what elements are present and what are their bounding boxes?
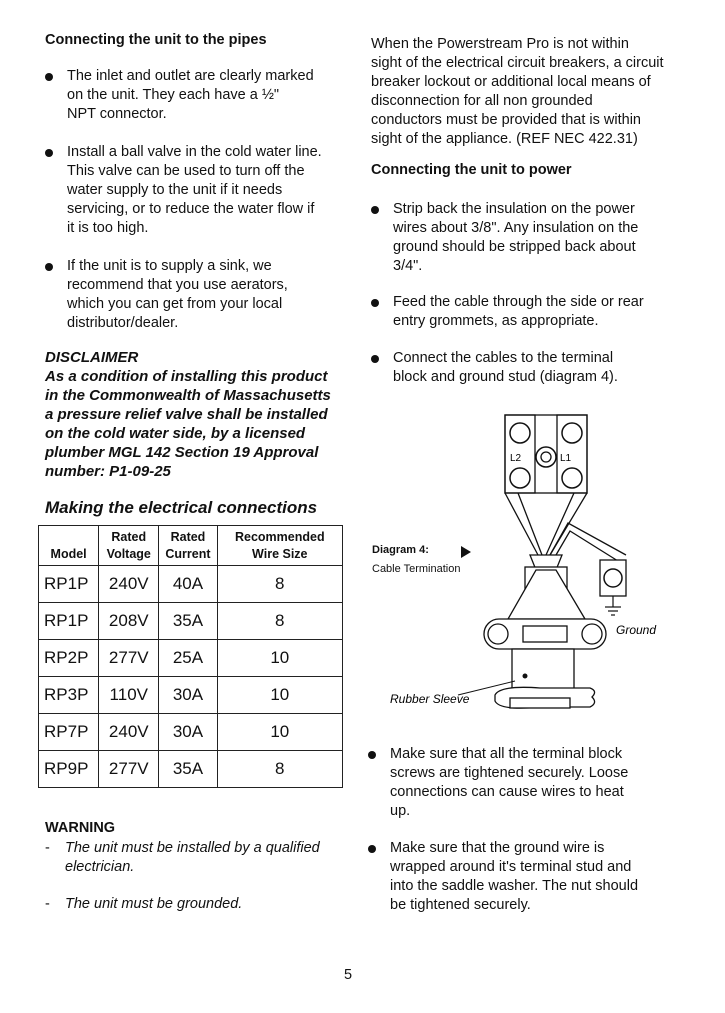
bullet-line: wires about 3/8". Any insulation on the xyxy=(393,220,639,236)
cell-current: 35A xyxy=(159,603,217,640)
intro-line: disconnection for all non grounded xyxy=(371,93,593,109)
power-bullet-5 xyxy=(368,839,688,915)
header-current: Rated Current xyxy=(159,526,217,566)
nec-intro xyxy=(371,35,664,149)
bullet-line: up. xyxy=(390,803,411,819)
bullet-line: If the unit is to supply a sink, we xyxy=(67,258,272,274)
bullet-line: which you can get from your local xyxy=(67,296,283,312)
cell-model: RP9P xyxy=(39,751,99,788)
cell-wire-size: 8 xyxy=(217,566,342,603)
cell-voltage: 110V xyxy=(99,677,159,714)
bullet-dot xyxy=(45,73,53,81)
electrical-section-title: Making the electrical connections xyxy=(45,498,318,517)
header-wire-size: Recommended Wire Size xyxy=(217,526,342,566)
cell-model: RP1P xyxy=(39,603,99,640)
terminal-left-label: L2 xyxy=(510,453,522,464)
bullet-line: Make sure that the ground wire is xyxy=(390,840,605,856)
disclaimer-line: a pressure relief valve shall be installed xyxy=(45,406,328,423)
bullet-line: 3/4". xyxy=(393,258,423,274)
header-model: Model xyxy=(39,526,99,566)
pipe-bullet-1 xyxy=(45,67,355,124)
bullet-line: screws are tightened securely. Loose xyxy=(390,765,629,781)
cell-current: 30A xyxy=(159,714,217,751)
intro-line: sight of the appliance. (REF NEC 422.31) xyxy=(371,131,638,147)
diagram-label: Diagram 4: xyxy=(372,544,429,556)
bullet-line: The inlet and outlet are clearly marked xyxy=(67,68,314,84)
cell-model: RP1P xyxy=(39,566,99,603)
cell-wire-size: 10 xyxy=(217,640,342,677)
cell-wire-size: 8 xyxy=(217,603,342,640)
arrow-icon xyxy=(461,546,471,558)
cell-voltage: 208V xyxy=(99,603,159,640)
warning-line: The unit must be grounded. xyxy=(65,896,243,912)
warning-item-2 xyxy=(45,895,355,914)
disclaimer-title: DISCLAIMER xyxy=(45,349,139,366)
disclaimer-line: on the cold water side, by a licensed xyxy=(45,425,306,442)
cell-voltage: 240V xyxy=(99,566,159,603)
power-bullet-3 xyxy=(371,349,691,387)
terminal-right-label: L1 xyxy=(560,453,572,464)
table-row xyxy=(39,751,343,788)
bullet-line: block and ground stud (diagram 4). xyxy=(393,369,618,385)
cell-current: 30A xyxy=(159,677,217,714)
pipe-bullet-3 xyxy=(45,257,355,333)
bullet-line: NPT connector. xyxy=(67,106,167,122)
pipes-heading: Connecting the unit to the pipes xyxy=(45,32,267,48)
intro-line: When the Powerstream Pro is not within xyxy=(371,36,629,52)
cell-current: 40A xyxy=(159,566,217,603)
bullet-line: servicing, or to reduce the water flow if xyxy=(67,201,315,217)
bullet-line: wrapped around it's terminal stud and xyxy=(390,859,632,875)
bullet-line: into the saddle washer. The nut should xyxy=(390,878,639,894)
table-row xyxy=(39,714,343,751)
bullet-line: connections can cause wires to heat xyxy=(390,784,624,800)
pipe-bullet-2 xyxy=(45,143,355,238)
bullet-line: entry grommets, as appropriate. xyxy=(393,313,599,329)
warning-title: WARNING xyxy=(45,820,116,836)
header-voltage: Rated Voltage xyxy=(99,526,159,566)
power-heading: Connecting the unit to power xyxy=(371,162,572,178)
table-header-row xyxy=(39,526,343,566)
cell-model: RP2P xyxy=(39,640,99,677)
power-bullet-1 xyxy=(371,200,691,276)
intro-line: breaker lockout or additional local means of xyxy=(371,74,651,90)
bullet-line: recommend that you use aerators, xyxy=(67,277,288,293)
bullet-line: ground should be stripped back about xyxy=(393,239,636,255)
cable-termination-diagram xyxy=(360,405,690,725)
cell-current: 25A xyxy=(159,640,217,677)
intro-line: conductors must be provided that is within xyxy=(371,112,641,128)
table-row xyxy=(39,640,343,677)
table-row xyxy=(39,603,343,640)
cell-wire-size: 8 xyxy=(217,751,342,788)
bullet-line: Strip back the insulation on the power xyxy=(393,201,635,217)
diagram-caption: Cable Termination xyxy=(372,563,461,575)
warning-line: electrician. xyxy=(65,859,135,875)
bullet-line: Install a ball valve in the cold water line. xyxy=(67,144,322,160)
wire-size-table xyxy=(38,525,343,788)
cell-model: RP3P xyxy=(39,677,99,714)
power-bullet-2 xyxy=(371,293,691,331)
disclaimer-line: number: P1-09-25 xyxy=(45,463,171,480)
table-row xyxy=(39,566,343,603)
warning-dash: - xyxy=(45,896,50,912)
bullet-dot xyxy=(45,263,53,271)
bullet-line: it is too high. xyxy=(67,220,149,236)
disclaimer-line: plumber MGL 142 Section 19 Approval xyxy=(45,444,319,461)
bullet-line: be tightened securely. xyxy=(390,897,531,913)
bullet-dot xyxy=(371,299,379,307)
bullet-dot xyxy=(368,845,376,853)
cell-current: 35A xyxy=(159,751,217,788)
cell-voltage: 277V xyxy=(99,640,159,677)
disclaimer-line: in the Commonwealth of Massachusetts xyxy=(45,387,331,404)
bullet-line: This valve can be used to turn off the xyxy=(67,163,305,179)
cell-wire-size: 10 xyxy=(217,714,342,751)
page-number: 5 xyxy=(344,967,353,983)
bullet-line: distributor/dealer. xyxy=(67,315,179,331)
bullet-dot xyxy=(45,149,53,157)
bullet-line: Feed the cable through the side or rear xyxy=(393,294,644,310)
bullet-line: water supply to the unit if it needs xyxy=(67,182,283,198)
warning-line: The unit must be installed by a qualified xyxy=(65,840,320,856)
disclaimer-line: As a condition of installing this product xyxy=(45,368,328,385)
bullet-dot xyxy=(368,751,376,759)
ground-label: Ground xyxy=(616,623,657,637)
disclaimer xyxy=(45,348,331,481)
sleeve-label: Rubber Sleeve xyxy=(390,692,470,706)
center-screw-icon xyxy=(536,447,556,467)
cell-voltage: 240V xyxy=(99,714,159,751)
table-row xyxy=(39,677,343,714)
intro-line: sight of the electrical circuit breakers, a circuit xyxy=(371,55,664,71)
cell-wire-size: 10 xyxy=(217,677,342,714)
bullet-dot xyxy=(371,206,379,214)
warning-item-1 xyxy=(45,839,355,877)
power-bullet-4 xyxy=(368,745,688,821)
warning-dash: - xyxy=(45,840,50,856)
cell-voltage: 277V xyxy=(99,751,159,788)
bullet-line: Connect the cables to the terminal xyxy=(393,350,614,366)
bullet-dot xyxy=(371,355,379,363)
bullet-line: on the unit. They each have a ½" xyxy=(67,87,280,103)
cell-model: RP7P xyxy=(39,714,99,751)
bullet-line: Make sure that all the terminal block xyxy=(390,746,623,762)
